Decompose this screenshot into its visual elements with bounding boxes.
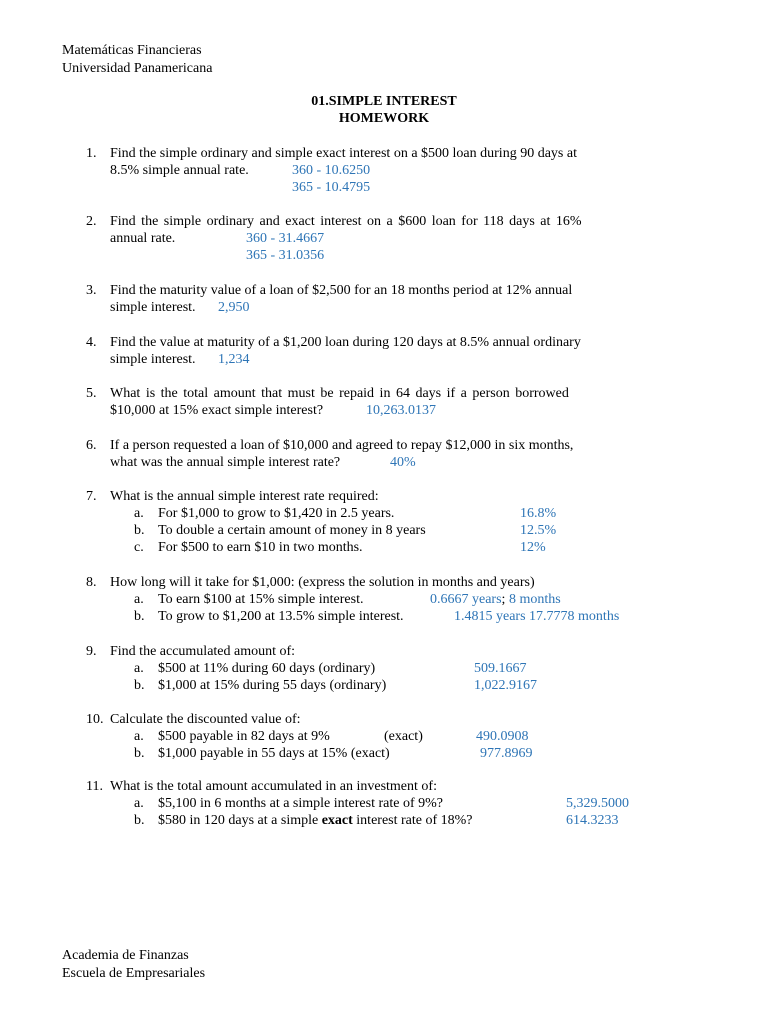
question-text: What is the total amount that must be repaid in 64 days if a person borrowed (110, 386, 569, 401)
item-text: $500 at 11% during 60 days (ordinary) (158, 661, 376, 676)
item-letter: b. (134, 813, 145, 828)
answer: 365 - 10.4795 (292, 180, 371, 195)
item-text: To earn $100 at 15% simple interest. (158, 592, 364, 607)
item-text: (exact) (384, 729, 423, 744)
item-text-post: interest rate of 18%? (352, 813, 473, 828)
answer: 40% (390, 455, 416, 470)
answer: 509.1667 (474, 661, 527, 676)
question-number: 10. (86, 712, 104, 727)
item-letter: c. (134, 540, 144, 555)
question-text: Find the maturity value of a loan of $2,500 for an 18 months period at 12% annual (110, 283, 573, 298)
footer-academy: Academia de Finanzas (62, 948, 189, 963)
item-letter: a. (134, 729, 144, 744)
answer: 1,234 (218, 352, 250, 367)
question-text: How long will it take for $1,000: (express the solution in months and years) (110, 575, 535, 590)
question-number: 7. (86, 489, 97, 504)
answer: 2,950 (218, 300, 250, 315)
question-text: $10,000 at 15% exact simple interest? (110, 403, 324, 418)
item-text: $500 payable in 82 days at 9% (158, 729, 330, 744)
answer: 12.5% (520, 523, 557, 538)
item-text: For $1,000 to grow to $1,420 in 2.5 years. (158, 506, 395, 521)
answer: 8 months (508, 592, 561, 607)
question-number: 2. (86, 214, 97, 229)
answer: 977.8969 (480, 746, 533, 761)
question-text: what was the annual simple interest rate? (110, 455, 341, 470)
document-title: 01.SIMPLE INTEREST (311, 94, 457, 109)
item-text: $1,000 at 15% during 55 days (ordinary) (158, 678, 387, 693)
question-text: simple interest. (110, 300, 196, 315)
answer: 360 - 10.6250 (292, 163, 371, 178)
question-text: If a person requested a loan of $10,000 and agreed to repay $12,000 in six months, (110, 438, 574, 453)
item-text-bold: exact (321, 813, 353, 828)
header-subject: Matemáticas Financieras (62, 43, 202, 58)
document-subtitle: HOMEWORK (338, 111, 430, 126)
item-text: $1,000 payable in 55 days at 15% (exact) (158, 746, 390, 761)
item-letter: b. (134, 609, 145, 624)
answer: 490.0908 (476, 729, 529, 744)
item-letter: a. (134, 592, 144, 607)
question-number: 6. (86, 438, 97, 453)
answer-group (430, 591, 561, 608)
question-number: 3. (86, 283, 97, 298)
item-letter: b. (134, 746, 145, 761)
answer-separator: ; (501, 592, 506, 607)
question-text: Calculate the discounted value of: (110, 712, 301, 727)
item-text: To grow to $1,200 at 13.5% simple interest. (158, 609, 404, 624)
question-text: Find the simple ordinary and simple exact interest on a $500 loan during 90 days at (110, 146, 577, 161)
answer: 10,263.0137 (366, 403, 436, 418)
question-number: 4. (86, 335, 97, 350)
item-letter: a. (134, 661, 144, 676)
question-number: 9. (86, 644, 97, 659)
question-text: Find the simple ordinary and exact interest on a $600 loan for 118 days at 16% (110, 214, 582, 229)
answer: 614.3233 (566, 813, 619, 828)
question-text: Find the value at maturity of a $1,200 loan during 120 days at 8.5% annual ordinary (110, 335, 581, 350)
item-letter: a. (134, 796, 144, 811)
item-text: For $500 to earn $10 in two months. (158, 540, 363, 555)
item-text: $5,100 in 6 months at a simple interest rate of 9%? (158, 796, 443, 811)
answer: 16.8% (520, 506, 557, 521)
item-text (158, 812, 473, 829)
question-number: 5. (86, 386, 97, 401)
question-text: simple interest. (110, 352, 196, 367)
question-text: Find the accumulated amount of: (110, 644, 296, 659)
item-text-pre: $580 in 120 days at a simple (158, 813, 322, 828)
footer-school: Escuela de Empresariales (62, 966, 206, 981)
item-text: To double a certain amount of money in 8 years (158, 523, 426, 538)
question-text: annual rate. (110, 231, 176, 246)
question-number: 8. (86, 575, 97, 590)
question-text: 8.5% simple annual rate. (110, 163, 249, 178)
answer: 5,329.5000 (566, 796, 629, 811)
header-university: Universidad Panamericana (62, 61, 213, 76)
answer: 12% (520, 540, 546, 555)
answer: 365 - 31.0356 (246, 248, 325, 263)
question-text: What is the total amount accumulated in an investment of: (110, 779, 437, 794)
question-number: 11. (86, 779, 103, 794)
answer: 1.4815 years 17.7778 months (454, 609, 620, 624)
answer: 360 - 31.4667 (246, 231, 325, 246)
item-letter: b. (134, 523, 145, 538)
question-number: 1. (86, 146, 97, 161)
answer: 0.6667 years (430, 592, 502, 607)
question-text: What is the annual simple interest rate required: (110, 489, 379, 504)
answer: 1,022.9167 (474, 678, 537, 693)
item-letter: b. (134, 678, 145, 693)
item-letter: a. (134, 506, 144, 521)
